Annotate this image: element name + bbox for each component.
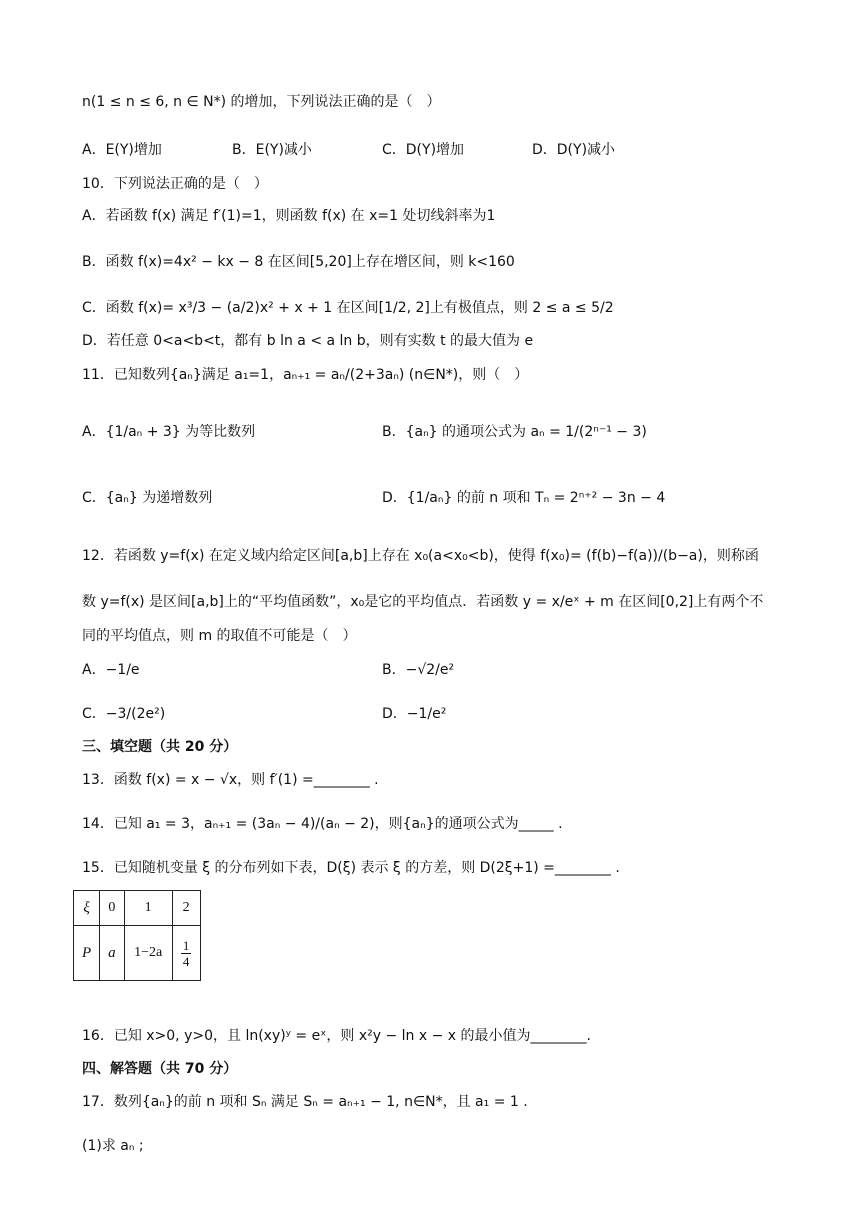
fraction-numerator: 1 <box>182 937 190 953</box>
table-cell: ξ <box>74 891 100 926</box>
q12-line-3: 同的平均值点，则 m 的取值不可能是（ ） <box>82 628 357 644</box>
q9-option-a: A．E(Y)增加 <box>82 142 162 158</box>
fraction <box>181 938 192 969</box>
q17: 17．数列{aₙ}的前 n 项和 Sₙ 满足 Sₙ = aₙ₊₁ − 1, n∈N*，且 a₁ = 1 . <box>82 1094 528 1110</box>
q17-part-1: (1)求 aₙ ; <box>82 1138 144 1154</box>
q14: 14．已知 a₁ = 3，aₙ₊₁ = (3aₙ − 4)/(aₙ − 2)，则{aₙ}的通项公式为_____ . <box>82 816 563 832</box>
fraction-denominator: 4 <box>182 953 190 969</box>
section-3-heading: 三、填空题（共 20 分） <box>82 739 238 755</box>
q10-option-d: D．若任意 0<a<b<t，都有 b ln a < a ln b，则有实数 t 的最大值为 e <box>82 333 534 349</box>
q10-stem: 10．下列说法正确的是（ ） <box>82 176 268 192</box>
q12-option-a: A．−1/e <box>82 662 140 678</box>
q15: 15．已知随机变量 ξ 的分布列如下表，D(ξ) 表示 ξ 的方差，则 D(2ξ+1) =________ . <box>82 860 620 876</box>
q10-option-a: A．若函数 f(x) 满足 f′(1)=1，则函数 f(x) 在 x=1 处切线斜率为1 <box>82 208 496 224</box>
table-cell: a <box>100 926 125 981</box>
q12-option-d: D．−1/e² <box>382 706 447 722</box>
q10-option-c: C．函数 f(x)= x³/3 − (a/2)x² + x + 1 在区间[1/2, 2]上有极值点，则 2 ≤ a ≤ 5/2 <box>82 300 614 316</box>
q9-option-d: D．D(Y)减小 <box>532 142 616 158</box>
q12-option-b: B．−√2/e² <box>382 662 455 678</box>
q11-option-a: A．{1/aₙ + 3} 为等比数列 <box>82 424 256 440</box>
section-4-heading: 四、解答题（共 70 分） <box>82 1061 238 1077</box>
table-cell: 0 <box>100 891 125 926</box>
table-cell <box>172 926 200 981</box>
q12-line-1: 12．若函数 y=f(x) 在定义域内给定区间[a,b]上存在 x₀(a<x₀<b)，使得 f(x₀)= (f(b)−f(a))/(b−a)，则称函 <box>82 548 759 564</box>
table-cell: 1 <box>124 891 172 926</box>
table-cell: 1−2a <box>124 926 172 981</box>
distribution-table <box>73 890 201 981</box>
q16: 16．已知 x>0, y>0，且 ln(xy)ʸ = eˣ，则 x²y − ln x − x 的最小值为________. <box>82 1028 591 1044</box>
table-cell: 2 <box>172 891 200 926</box>
q10-option-b: B．函数 f(x)=4x² − kx − 8 在区间[5,20]上存在增区间，则 k<160 <box>82 254 515 270</box>
q9-option-c: C．D(Y)增加 <box>382 142 465 158</box>
q12-option-c: C．−3/(2e²) <box>82 706 166 722</box>
q13: 13．函数 f(x) = x − √x，则 f′(1) =________ . <box>82 772 379 788</box>
table-row <box>74 926 201 981</box>
q12-line-2: 数 y=f(x) 是区间[a,b]上的“平均值函数”，x₀是它的平均值点．若函数 y = x/eˣ + m 在区间[0,2]上有两个不 <box>82 594 764 610</box>
q11-option-c: C．{aₙ} 为递增数列 <box>82 490 213 506</box>
q9-option-b: B．E(Y)减小 <box>232 142 312 158</box>
q11-stem: 11．已知数列{aₙ}满足 a₁=1，aₙ₊₁ = aₙ/(2+3aₙ) (n∈N*)，则（ ） <box>82 367 529 383</box>
table-cell: P <box>74 926 100 981</box>
q11-option-b: B．{aₙ} 的通项公式为 aₙ = 1/(2ⁿ⁻¹ − 3) <box>382 424 647 440</box>
q11-option-d: D．{1/aₙ} 的前 n 项和 Tₙ = 2ⁿ⁺² − 3n − 4 <box>382 490 666 506</box>
table-row <box>74 891 201 926</box>
q9-stem-tail: n(1 ≤ n ≤ 6, n ∈ N*) 的增加，下列说法正确的是（ ） <box>82 94 441 110</box>
